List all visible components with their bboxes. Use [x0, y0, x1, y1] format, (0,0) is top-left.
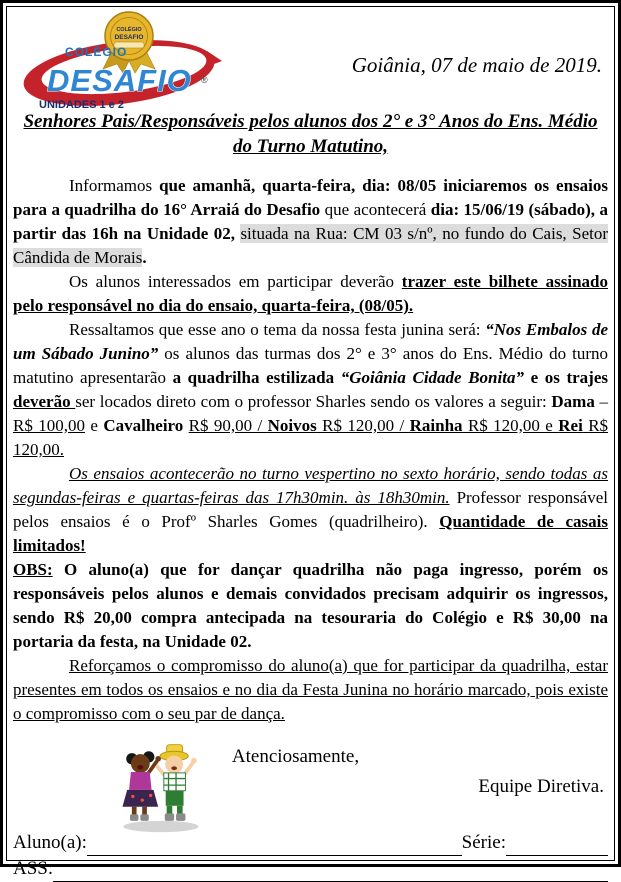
text-run: Professor responsável pelos ensaios é o Profº Sharles Gomes (quadrilheiro). — [13, 488, 608, 531]
text-run: Quantidade de casais limitados! — [13, 512, 608, 555]
text-run: . — [142, 248, 147, 267]
text-run: Rainha — [409, 416, 463, 435]
student-row — [13, 830, 608, 856]
paragraph-informamos — [13, 174, 608, 270]
text-run: R$ 120,00 / — [316, 416, 410, 435]
text-run: Rei — [558, 416, 583, 435]
text-run: Reforçamos o compromisso do aluno(a) que for participar da quadrilha, estar presentes em todos os ensaios e no dia da Festa Junina no horário marcado, pois existe o compromisso com o seu par de dança. — [13, 656, 608, 723]
notice-body — [13, 174, 608, 726]
logo-college-text: COLÉGIO — [65, 45, 128, 59]
text-run: Os ensaios acontecerão no turno vespertino no sexto horário, sendo todas as segundas-feiras e quartas-feiras das 17h30min. às 18h30min. — [13, 464, 608, 507]
text-run: Dama — [551, 392, 595, 411]
colegio-desafio-logo — [19, 11, 224, 113]
text-run: que amanhã, quarta-feira, dia: 08/05 iniciaremos os ensaios para a quadrilha do 16° Arraiá do Desafio — [13, 176, 608, 219]
boy-figure — [156, 745, 196, 821]
text-run: deverão — [13, 392, 76, 411]
girl-figure — [122, 751, 161, 821]
student-name-blank[interactable] — [87, 833, 462, 856]
notice-inner-frame — [6, 6, 615, 879]
grade-blank[interactable] — [506, 833, 608, 856]
logo-name-text: DESAFIO — [47, 63, 192, 98]
text-run: e os trajes — [523, 368, 608, 387]
paragraph-compromisso — [13, 654, 608, 726]
closing-section — [13, 746, 608, 826]
signature-row — [13, 856, 608, 882]
text-run: Noivos — [267, 416, 317, 435]
date-line: Goiânia, 07 de maio de 2019. — [351, 53, 602, 77]
registered-mark: ® — [201, 75, 208, 85]
student-label: Aluno(a): — [13, 832, 87, 853]
paragraph-tema-festa — [13, 318, 608, 462]
text-run: os alunos das turmas dos 2° e 3° anos do Ens. Médio do turno matutino apresentarão — [13, 344, 608, 387]
paragraph-bilhete — [13, 270, 608, 318]
medal-text-name: DESAFIO — [114, 34, 144, 41]
text-run: “Goiânia Cidade Bonita” — [340, 368, 524, 387]
reply-form — [13, 830, 608, 882]
dancing-couple-image — [111, 740, 211, 834]
text-run: – — [594, 392, 609, 411]
text-run: OBS: — [13, 560, 53, 579]
paragraph-ensaios-horario — [13, 462, 608, 558]
text-run: ser locados direto com o professor Sharles sendo os valores a seguir: — [75, 392, 552, 411]
text-run: “Nos Embalos de um Sábado Junino” — [13, 320, 609, 363]
signature-label: ASS: — [13, 858, 54, 879]
text-run: O aluno(a) que for dançar quadrilha não paga ingresso, porém os responsáveis pelos alunos e demais convidados precisam adquirir os ingressos, sendo R$ 20,00 compra antecipada na tesouraria do Colégio e R$ 30,00 na portaria da festa, na Unidade 02. — [13, 560, 608, 651]
text-run: R$ 100,00 — [13, 416, 85, 435]
closing-salutation: Atenciosamente, — [231, 746, 360, 767]
paragraph-obs-ingressos — [13, 558, 608, 654]
text-run: que acontecerá — [320, 200, 431, 219]
text-run: trazer este bilhete assinado pelo responsável no dia do ensaio, quarta-feira, (08/05). — [13, 272, 609, 315]
text-run: Os alunos interessados em participar deverão — [69, 272, 402, 291]
text-run: Ressaltamos que esse ano o tema da nossa festa junina será: — [69, 320, 486, 339]
notice-heading: Senhores Pais/Responsáveis pelos alunos dos 2° e 3° Anos do Ens. Médio do Turno Matutino, — [23, 111, 598, 157]
logo-units-text: UNIDADES 1 e 2 — [39, 99, 124, 111]
signature-blank[interactable] — [53, 859, 608, 882]
text-run: e — [84, 416, 104, 435]
text-run: Cavalheiro — [103, 416, 184, 435]
text-run: dia: 15/06/19 (sábado), a partir das 16h na Unidade 02, — [13, 200, 609, 243]
text-run: R$ 120,00. — [13, 416, 609, 459]
text-run: a quadrilha estilizada — [172, 368, 341, 387]
text-run: R$ 90,00 / — [188, 416, 268, 435]
text-run: R$ 120,00 e — [462, 416, 559, 435]
text-run: Informamos — [69, 176, 160, 195]
text-run: situada na Rua: CM 03 s/nº, no fundo do Cais, Setor Cândida de Morais — [13, 224, 609, 267]
medal-text-college: COLÉGIO — [116, 27, 142, 33]
closing-signature: Equipe Diretiva. — [478, 776, 604, 797]
header — [13, 7, 608, 109]
grade-label: Série: — [461, 832, 506, 853]
